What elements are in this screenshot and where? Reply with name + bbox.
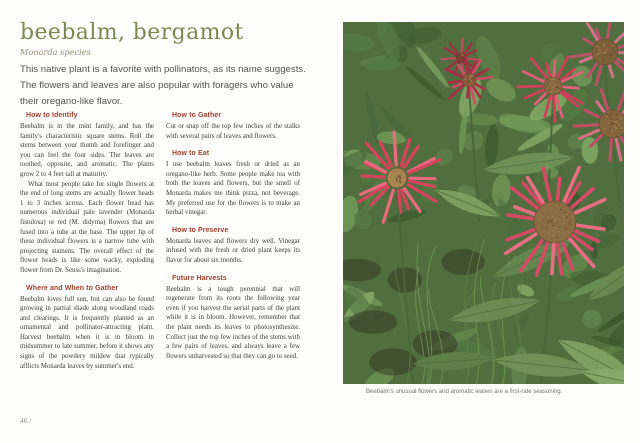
section-heading: Where and When to Gather (26, 284, 119, 292)
section-paragraph: Monarda leaves and flowers dry well. Vinegar infused with the fresh or dried plant keeps its flavor for about six months. (166, 237, 300, 264)
section-paragraph: I use beebalm leaves fresh or dried as an oregano-like herb. Some people make tea with both the leaves and flowers, but the smell of Monarda makes me think pizza, not beverage. My preferred use for the flowers is to make an herbal vinegar. (166, 161, 300, 217)
section-heading: How to Eat (172, 150, 210, 158)
section-paragraph: Beebalm is in the mint family, and has the family's characteristic square stems. Roll the stems between your thumb and forefinger and you can feel the four sides. The leaves are toothed, opposite, and aromatic. The plants grow 2 to 4 feet tall at maturity. (20, 123, 154, 178)
section-heading: How to Identify (26, 112, 78, 119)
intro-paragraph: This native plant is a favorite with pollinators, as its name suggests. The flowers and leaves are also popular with foragers who value their oregano-like flavor. (20, 64, 306, 107)
text-columns (20, 112, 300, 380)
species-subtitle: Monarda species (20, 47, 91, 58)
section-paragraph: Beebalm is a tough perennial that will regenerate from its roots the following year even if you harvest the aerial parts of the plant while it is in bloom. However, remember that the plant needs its leaves to photosynthesize. Collect just the top few inches of the stems with a few pairs of leaves, and always leave a few flowers unharvested so that they can go to seed. (166, 285, 300, 360)
photo-caption: Beebalm's unusual flowers and aromatic leaves are a first-rate seasoning. (366, 389, 563, 395)
section-where-and-when-to-gather (20, 285, 154, 372)
beebalm-photo (343, 22, 624, 384)
section-how-to-preserve (166, 227, 300, 266)
section-how-to-eat (166, 150, 300, 218)
right-column (166, 112, 300, 380)
left-column (20, 112, 154, 380)
page-number: 46 / (20, 416, 32, 425)
page-title: beebalm, bergamot (20, 20, 244, 45)
section-paragraph: Beebalm loves full sun, but can also be found growing in partial shade along woodland roads and clearings. It is frequently planted as an ornamental and pollinator-attracting plant. Harvest beebalm when it is in bloom in midsummer to late summer, before it shows any signs of the powdery mildew that typically afflicts Monarda leaves by summer's end. (20, 295, 154, 370)
section-paragraph: What most people take for single flowers at the end of long stems are actually flower heads 1 to 3 inches across. Each flower head has numerous individual pale lavender (Monarda fistulosa) or red (M. didyma) flowers that are fused into a tube at the base. The upper lip of these individual flowers is a narrow tube with projecting stamens. The overall effect of the flower heads is like some wacky, exploding flower from Dr. Seuss's imagination. (20, 180, 154, 274)
section-future-harvests (166, 275, 300, 362)
section-heading: How to Preserve (172, 226, 229, 234)
section-heading: How to Gather (172, 112, 222, 119)
section-heading: Future Harvests (172, 274, 227, 282)
page-header (20, 21, 244, 57)
section-how-to-identify (20, 112, 154, 276)
section-paragraph: Cut or snap off the top few inches of the stalks with several pairs of leaves and flowers. (166, 123, 300, 140)
section-how-to-gather (166, 112, 300, 141)
beebalm-photo-figure (343, 22, 624, 395)
